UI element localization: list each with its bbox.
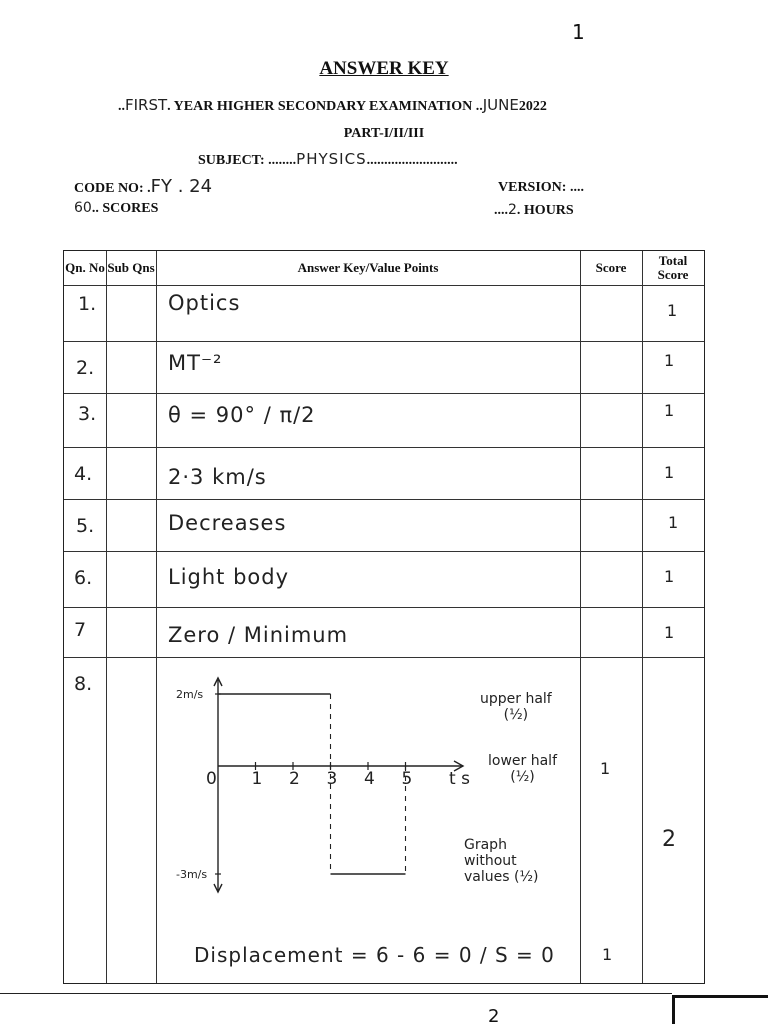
row-divider [64,657,704,658]
page-bottom-border [0,993,672,994]
subject-line [198,150,458,169]
displacement-answer: Displacement = 6 - 6 = 0 / S = 0 [194,943,555,967]
x-tick-label: 4 [364,769,375,789]
exam-line [118,96,547,115]
row-qno: 7 [74,619,87,641]
row-total: 1 [664,623,675,642]
x-tick-label: 5 [401,769,413,789]
column-divider [106,251,107,983]
page-number: 1 [572,20,585,44]
row-answer: Decreases [168,511,287,535]
note-upper-line1: upper half [480,691,552,707]
row-divider [64,607,704,608]
note-graph-line2: without [464,853,517,869]
scores-label: .. SCORES [91,201,159,216]
row-qno: 2. [76,357,95,379]
row-total: 1 [664,401,675,420]
row-total: 1 [664,567,675,586]
subject-label: SUBJECT: ........ [198,153,297,168]
row-answer: Optics [168,291,241,315]
row-qno: 8. [74,673,93,695]
page-title: ANSWER KEY [319,58,449,79]
row-total: 1 [667,301,678,320]
code-line [74,176,212,197]
row-qno: 5. [76,515,95,537]
row-qno: 1. [78,293,97,315]
header-score: Score [595,260,627,275]
y-tick-label: 2m/s [176,688,204,701]
hours-label: . HOURS [516,203,574,218]
y-tick-label: -3m/s [176,868,208,881]
note-lower-line2: (½) [510,769,535,785]
header-sub-qns: Sub Qns [107,260,155,275]
row-divider [64,551,704,552]
next-page-number: 2 [488,1006,500,1027]
hours-value: 2 [508,202,517,218]
note-lower-line1: lower half [488,753,557,769]
note-upper-line2: (½) [503,707,529,723]
row-total: 1 [664,351,675,370]
row-total: 1 [668,513,679,532]
note-lower-half [488,753,557,785]
part-label: PART-I/II/III [343,126,425,141]
x-tick-label: 1 [251,769,263,789]
column-divider [156,251,157,983]
subject-value: PHYSICS [296,150,367,168]
hours-prefix: .... [494,203,508,218]
month-handwritten: JUNE [482,96,519,114]
score-graph: 1 [600,759,611,778]
code-label: CODE NO: . [74,181,151,196]
exam-mid: . YEAR HIGHER SECONDARY EXAMINATION .. [167,99,483,114]
score-displacement: 1 [602,945,613,964]
code-value: FY . 24 [150,176,213,197]
total-score-q8: 2 [662,827,676,852]
note-upper-half [480,691,552,723]
note-graph-line1: Graph [464,837,507,853]
velocity-time-graph [170,666,490,896]
hours-line [494,202,574,219]
row-qno: 4. [74,463,93,485]
column-divider [580,251,581,983]
row-total: 1 [664,463,675,482]
row-divider [64,499,704,500]
graph-series [218,694,406,874]
row-divider [64,447,704,448]
x-tick-label: 3 [326,769,338,789]
row-answer: Zero / Minimum [168,623,349,647]
scores-line [74,200,158,217]
row-divider [64,341,704,342]
header-qno: Qn. No [65,260,105,275]
row-answer: MT⁻² [168,351,223,375]
row-qno: 3. [78,403,97,425]
row-divider [64,393,704,394]
scores-value: 60 [74,200,92,216]
exam-year: 2022 [518,99,547,114]
column-divider [642,251,643,983]
header-answer: Answer Key/Value Points [297,260,439,275]
row-answer: θ = 90° / π/2 [168,403,316,427]
row-answer: Light body [168,565,290,589]
row-qno: 6. [74,567,93,589]
graph-ticks [176,688,470,881]
exam-prefix: .. [118,99,125,114]
x-axis-label: t s [449,769,470,789]
subject-tail: .......................... [366,153,458,168]
x-tick-label: 2 [289,769,300,789]
year-handwritten: FIRST [125,96,168,114]
row-answer: 2·3 km/s [168,465,267,489]
x-tick-label: 0 [206,769,217,789]
header-total-score: Total Score [657,253,689,282]
row-divider [64,285,704,286]
note-graph-line3: values (½) [464,869,539,885]
version-label: VERSION: .... [498,180,584,195]
corner-mark [672,995,768,1024]
